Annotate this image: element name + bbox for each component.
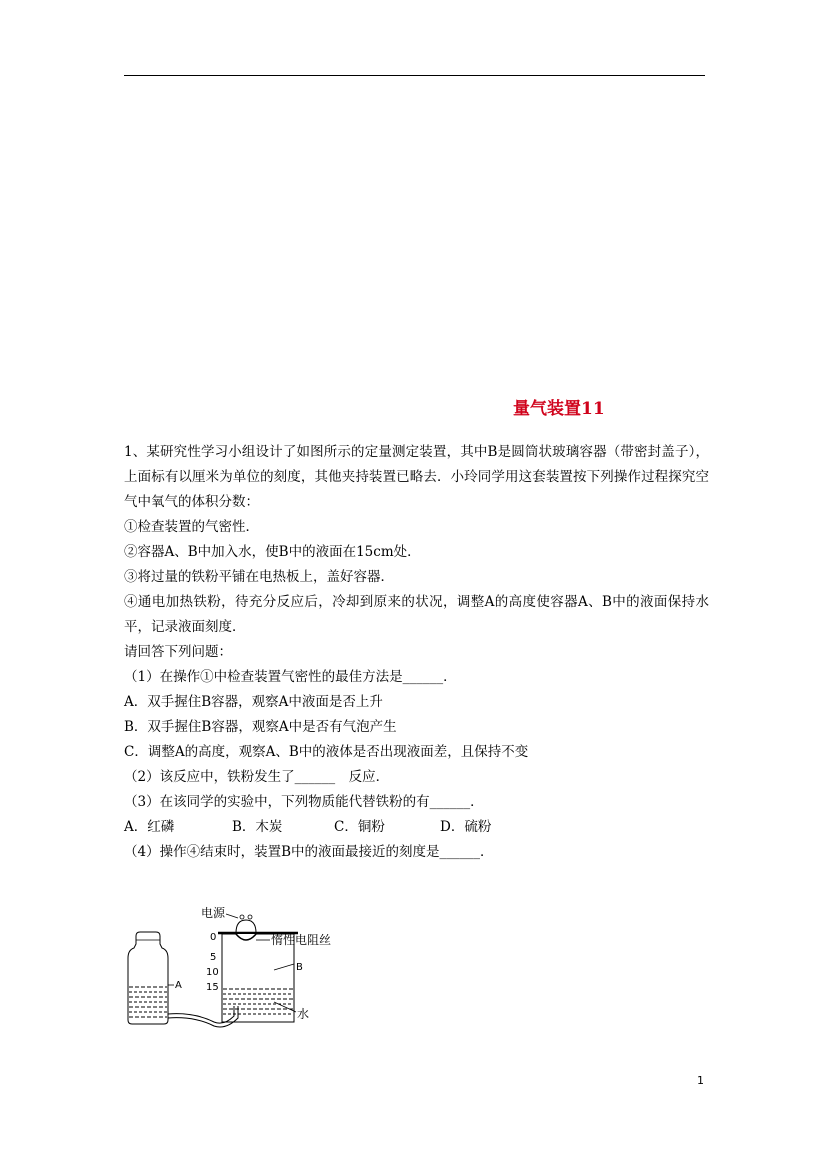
page-title: 量气装置11	[513, 399, 605, 419]
q1-option-a: A．双手握住B容器，观察A中液面是否上升	[124, 694, 383, 710]
step-3: ③将过量的铁粉平铺在电热板上，盖好容器．	[124, 569, 394, 585]
q3-option-a: A．红磷	[124, 819, 175, 835]
label-power: 电源	[201, 906, 226, 920]
scale-10: 10	[206, 967, 219, 978]
step-4: ④通电加热铁粉，待充分反应后，冷却到原来的状况，调整A的高度使容器A、B中的液面保持水平，记录液面刻度．	[124, 594, 709, 635]
q3-option-b: B．木炭	[232, 819, 283, 835]
q1-option-c: C．调整A的高度，观察A、B中的液体是否出现液面差，且保持不变	[124, 744, 529, 760]
q3-options	[124, 815, 709, 840]
scale-15: 15	[206, 982, 219, 993]
label-water: 水	[297, 1007, 310, 1021]
scale-0: 0	[210, 932, 217, 943]
step-2: ②容器A、B中加入水，使B中的液面在15cm处．	[124, 544, 421, 560]
question-body	[124, 440, 709, 865]
container-a	[128, 932, 168, 1024]
question-1: （1）在操作①中检查装置气密性的最佳方法是______．	[124, 669, 457, 685]
page-number: 1	[697, 1074, 704, 1087]
water-a	[129, 987, 167, 1017]
question-3: （3）在该同学的实验中，下列物质能代替铁粉的有______．	[124, 794, 484, 810]
label-a: A	[175, 980, 182, 991]
apparatus-diagram	[124, 900, 354, 1030]
q3-option-c: C．铜粉	[334, 819, 385, 835]
scale-5: 5	[210, 952, 217, 963]
q3-option-d: D．硫粉	[440, 819, 492, 835]
step-1: ①检查装置的气密性．	[124, 519, 259, 535]
question-4: （4）操作④结束时，装置B中的液面最接近的刻度是______．	[124, 844, 494, 860]
label-b: B	[296, 962, 303, 973]
question-2: （2）该反应中，铁粉发生了______ 反应．	[124, 769, 390, 785]
q1-option-b: B．双手握住B容器，观察A中是否有气泡产生	[124, 719, 397, 735]
question-intro: 1、某研究性学习小组设计了如图所示的定量测定装置，其中B是圆筒状玻璃容器（带密封盖子），上面标有以厘米为单位的刻度，其他夹持装置已略去．小玲同学用这套装置按下列操作过程探究空气中氧气的体积分数：	[124, 444, 709, 510]
label-wire: 惰性电阻丝	[271, 933, 332, 947]
header-rule	[124, 75, 705, 76]
heater-bulb	[236, 920, 256, 933]
prompt: 请回答下列问题：	[124, 644, 232, 660]
